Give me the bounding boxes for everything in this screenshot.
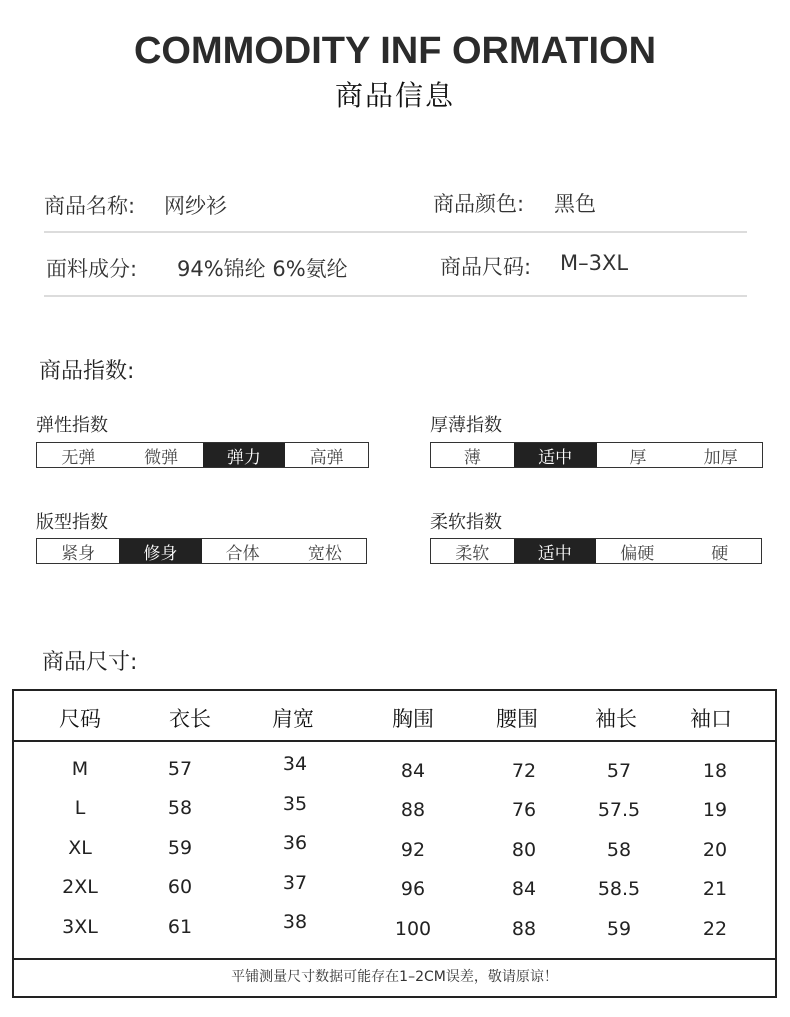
table-cell: 96	[400, 878, 426, 900]
product-name-label: 商品名称:	[44, 194, 136, 218]
table-cell: 84	[400, 760, 426, 782]
table-cell: 19	[702, 799, 728, 821]
header-waist: 腰围	[496, 707, 538, 731]
info-divider-2	[44, 295, 747, 297]
elasticity-option: 弹力	[203, 443, 286, 467]
table-cell: 60	[167, 876, 193, 898]
table-cell: 92	[400, 839, 426, 861]
fabric-label: 面料成分:	[46, 257, 138, 281]
table-cell: 57	[606, 760, 632, 782]
thickness-option: 适中	[514, 443, 597, 467]
table-cell: 84	[511, 878, 537, 900]
header-sleeve-length: 袖长	[595, 707, 637, 731]
table-cell: 37	[282, 872, 308, 894]
table-cell: 58	[606, 839, 632, 861]
table-cell: XL	[68, 837, 92, 859]
fabric-value: 94%锦纶 6%氨纶	[177, 257, 348, 281]
fit-option: 修身	[119, 539, 201, 563]
softness-option: 硬	[711, 543, 729, 564]
fit-option: 宽松	[307, 543, 342, 564]
page-title-cn: 商品信息	[334, 79, 455, 112]
header-shoulder: 肩宽	[272, 707, 314, 731]
thickness-option: 厚	[629, 447, 647, 468]
elasticity-option: 微弹	[144, 447, 179, 468]
elasticity-index-label: 弹性指数	[36, 415, 108, 436]
page-title-en: COMMODITY INF ORMATION	[133, 30, 657, 72]
table-cell: 76	[511, 799, 537, 821]
table-cell: 38	[282, 911, 308, 933]
elasticity-index-bar	[36, 442, 369, 468]
table-cell: 18	[702, 760, 728, 782]
table-cell: 57.5	[597, 799, 641, 821]
thickness-index-bar	[430, 442, 763, 468]
softness-option: 柔软	[455, 543, 490, 564]
table-cell: 20	[702, 839, 728, 861]
table-cell: 59	[606, 918, 632, 940]
softness-index-bar	[430, 538, 762, 564]
elasticity-option: 无弹	[61, 447, 96, 468]
table-cell: 3XL	[62, 916, 98, 938]
header-length: 衣长	[169, 707, 211, 731]
table-cell: 80	[511, 839, 537, 861]
size-table	[12, 689, 777, 998]
indices-section-title: 商品指数:	[39, 359, 135, 384]
table-cell: 72	[511, 760, 537, 782]
table-cell: 59	[167, 837, 193, 859]
size-range-value: M–3XL	[560, 251, 629, 275]
thickness-option: 薄	[463, 447, 481, 468]
table-cell: 21	[702, 878, 728, 900]
table-cell: 88	[400, 799, 426, 821]
measurement-note: 平铺测量尺寸数据可能存在1–2CM误差，敬请原谅！	[14, 958, 775, 996]
elasticity-option: 高弹	[309, 447, 344, 468]
thickness-index-label: 厚薄指数	[430, 415, 502, 436]
table-cell: M	[71, 758, 89, 780]
table-cell: 58.5	[597, 878, 641, 900]
table-cell: 34	[282, 753, 308, 775]
table-cell: 88	[511, 918, 537, 940]
thickness-option: 加厚	[703, 447, 738, 468]
fit-option: 合体	[225, 543, 260, 564]
size-section-title: 商品尺寸:	[42, 650, 138, 675]
info-divider-1	[44, 231, 747, 233]
table-cell: 57	[167, 758, 193, 780]
product-color-value: 黑色	[554, 192, 596, 216]
softness-option: 偏硬	[620, 543, 655, 564]
table-cell: 22	[702, 918, 728, 940]
size-range-label: 商品尺码:	[440, 255, 532, 279]
table-cell: 61	[167, 916, 193, 938]
table-cell: 2XL	[62, 876, 98, 898]
table-cell: L	[74, 797, 86, 819]
table-cell: 35	[282, 793, 308, 815]
product-name-value: 网纱衫	[164, 194, 227, 218]
table-cell: 36	[282, 832, 308, 854]
softness-option: 适中	[514, 539, 597, 563]
header-size: 尺码	[59, 707, 101, 731]
header-cuff: 袖口	[690, 707, 732, 731]
fit-index-label: 版型指数	[36, 512, 108, 533]
table-cell: 100	[394, 918, 432, 940]
size-table-header	[14, 691, 775, 742]
softness-index-label: 柔软指数	[430, 512, 502, 533]
fit-option: 紧身	[61, 543, 96, 564]
product-color-label: 商品颜色:	[433, 192, 525, 216]
table-cell: 58	[167, 797, 193, 819]
header-chest: 胸围	[392, 707, 434, 731]
fit-index-bar	[36, 538, 367, 564]
